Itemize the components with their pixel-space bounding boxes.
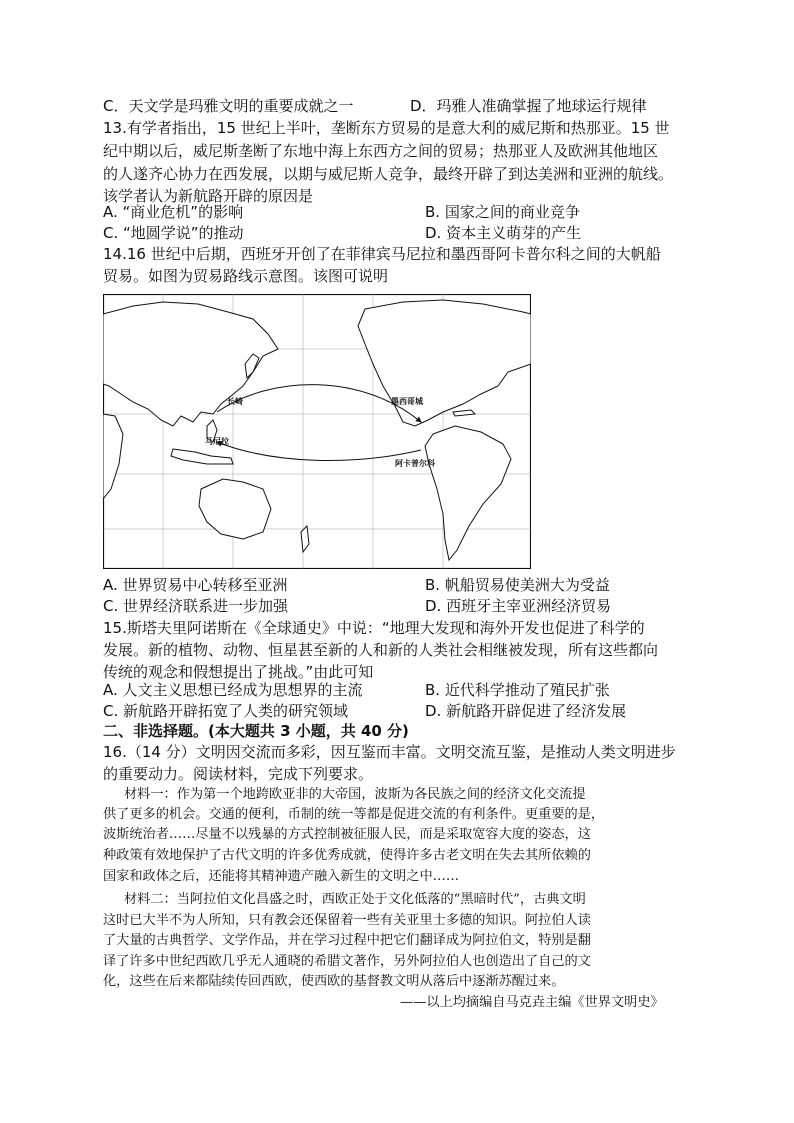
q14-stem-line: 14.16 世纪中后期，西班牙开创了在菲律宾马尼拉和墨西哥阿卡普尔科之间的大帆船: [103, 245, 661, 263]
q13-stem-line: 的人遂齐心协力在西发展，以期与威尼斯人竞争，最终开辟了到达美洲和亚洲的航线。: [103, 165, 674, 183]
q14-option-a: A. 世界贸易中心转移至亚洲: [103, 576, 288, 594]
q15-option-b: B. 近代科学推动了殖民扩张: [425, 681, 610, 699]
material-line: 了大量的古典哲学、文学作品，并在学习过程中把它们翻译成为阿拉伯文，特别是翻: [103, 933, 591, 948]
material-source: ——以上均摘编自马克垚主编《世界文明史》: [400, 995, 664, 1010]
material-line: 种政策有效地保护了古代文明的许多优秀成就，使得许多古老文明在失去其所依赖的: [103, 848, 591, 863]
q14-option-c: C. 世界经济联系进一步加强: [103, 597, 289, 615]
material-line: 供了更多的机会。交通的便利，币制的统一等都是促进交流的有利条件。更重要的是，: [103, 807, 605, 822]
q15-stem-line: 发展。新的植物、动物、恒星甚至新的人和新的人类社会相继被发现，所有这些都向: [103, 641, 659, 659]
q12-option-c: C．天文学是玛雅文明的重要成就之一: [103, 97, 354, 115]
label-nagasaki: 长崎: [227, 397, 243, 406]
q15-option-c: C. 新航路开辟拓宽了人类的研究领域: [103, 702, 349, 720]
section-heading: 二、非选择题。(本大题共 3 小题，共 40 分): [103, 722, 409, 740]
q12-option-d: D．玛雅人准确掌握了地球运行规律: [410, 97, 647, 115]
q15-option-d: D. 新航路开辟促进了经济发展: [425, 702, 627, 720]
q14-stem-line: 贸易。如图为贸易路线示意图。该图可说明: [103, 267, 389, 285]
q15-stem-line: 15.斯塔夫里阿诺斯在《全球通史》中说：“地理大发现和海外开发也促进了科学的: [103, 619, 645, 637]
label-acapulco: 阿卡普尔科: [395, 459, 435, 468]
material-line: 材料二：当阿拉伯文化昌盛之时，西欧正处于文化低落的“黑暗时代”，古典文明: [124, 892, 586, 907]
trade-route-map: [103, 294, 531, 569]
q14-option-d: D. 西班牙主宰亚洲经济贸易: [425, 597, 612, 615]
q13-option-b: B. 国家之间的商业竞争: [425, 203, 580, 221]
label-mexico-city: 墨西哥城: [391, 397, 423, 406]
q13-stem-line: 13.有学者指出，15 世纪上半叶，垄断东方贸易的是意大利的威尼斯和热那亚。15 世: [103, 119, 670, 137]
material-line: 材料一：作为第一个地跨欧亚非的大帝国，波斯为各民族之间的经济文化交流提: [124, 787, 586, 802]
q13-option-d: D. 资本主义萌芽的产生: [425, 224, 582, 242]
material-line: 译了许多中世纪西欧几乎无人通晓的希腊文著作，另外阿拉伯人也创造出了自己的文: [103, 954, 591, 969]
q14-option-b: B. 帆船贸易使美洲大为受益: [425, 576, 610, 594]
material-line: 国家和政体之后，还能将其精神遗产融入新生的文明之中……: [103, 869, 460, 884]
q16-stem-line: 的重要动力。阅读材料，完成下列要求。: [103, 765, 374, 783]
q15-stem-line: 传统的观念和假想提出了挑战。”由此可知: [103, 663, 374, 681]
q13-option-a: A. “商业危机”的影响: [103, 203, 244, 221]
material-line: 这时已大半不为人所知，只有教会还保留着一些有关亚里士多德的知识。阿拉伯人读: [103, 913, 591, 928]
q15-option-a: A. 人文主义思想已经成为思想界的主流: [103, 681, 363, 699]
q16-stem-line: 16.（14 分）文明因交流而多彩，因互鉴而丰富。文明交流互鉴，是推动人类文明进步: [103, 743, 676, 761]
material-line: 化，这些在后来都陆续传回西欧，使西欧的基督教文明从落后中逐渐苏醒过来。: [103, 974, 565, 989]
q13-stem-line: 该学者认为新航路开辟的原因是: [103, 187, 314, 205]
q13-option-c: C. “地圆学说”的推动: [103, 224, 244, 242]
label-manila: 马尼拉: [205, 437, 229, 446]
q13-stem-line: 纪中期以后，威尼斯垄断了东地中海上东西方之间的贸易；热那亚人及欧洲其他地区: [103, 142, 659, 160]
material-line: 波斯统治者……尽量不以残暴的方式控制被征服人民，而是采取宽容大度的姿态，这: [103, 827, 591, 842]
